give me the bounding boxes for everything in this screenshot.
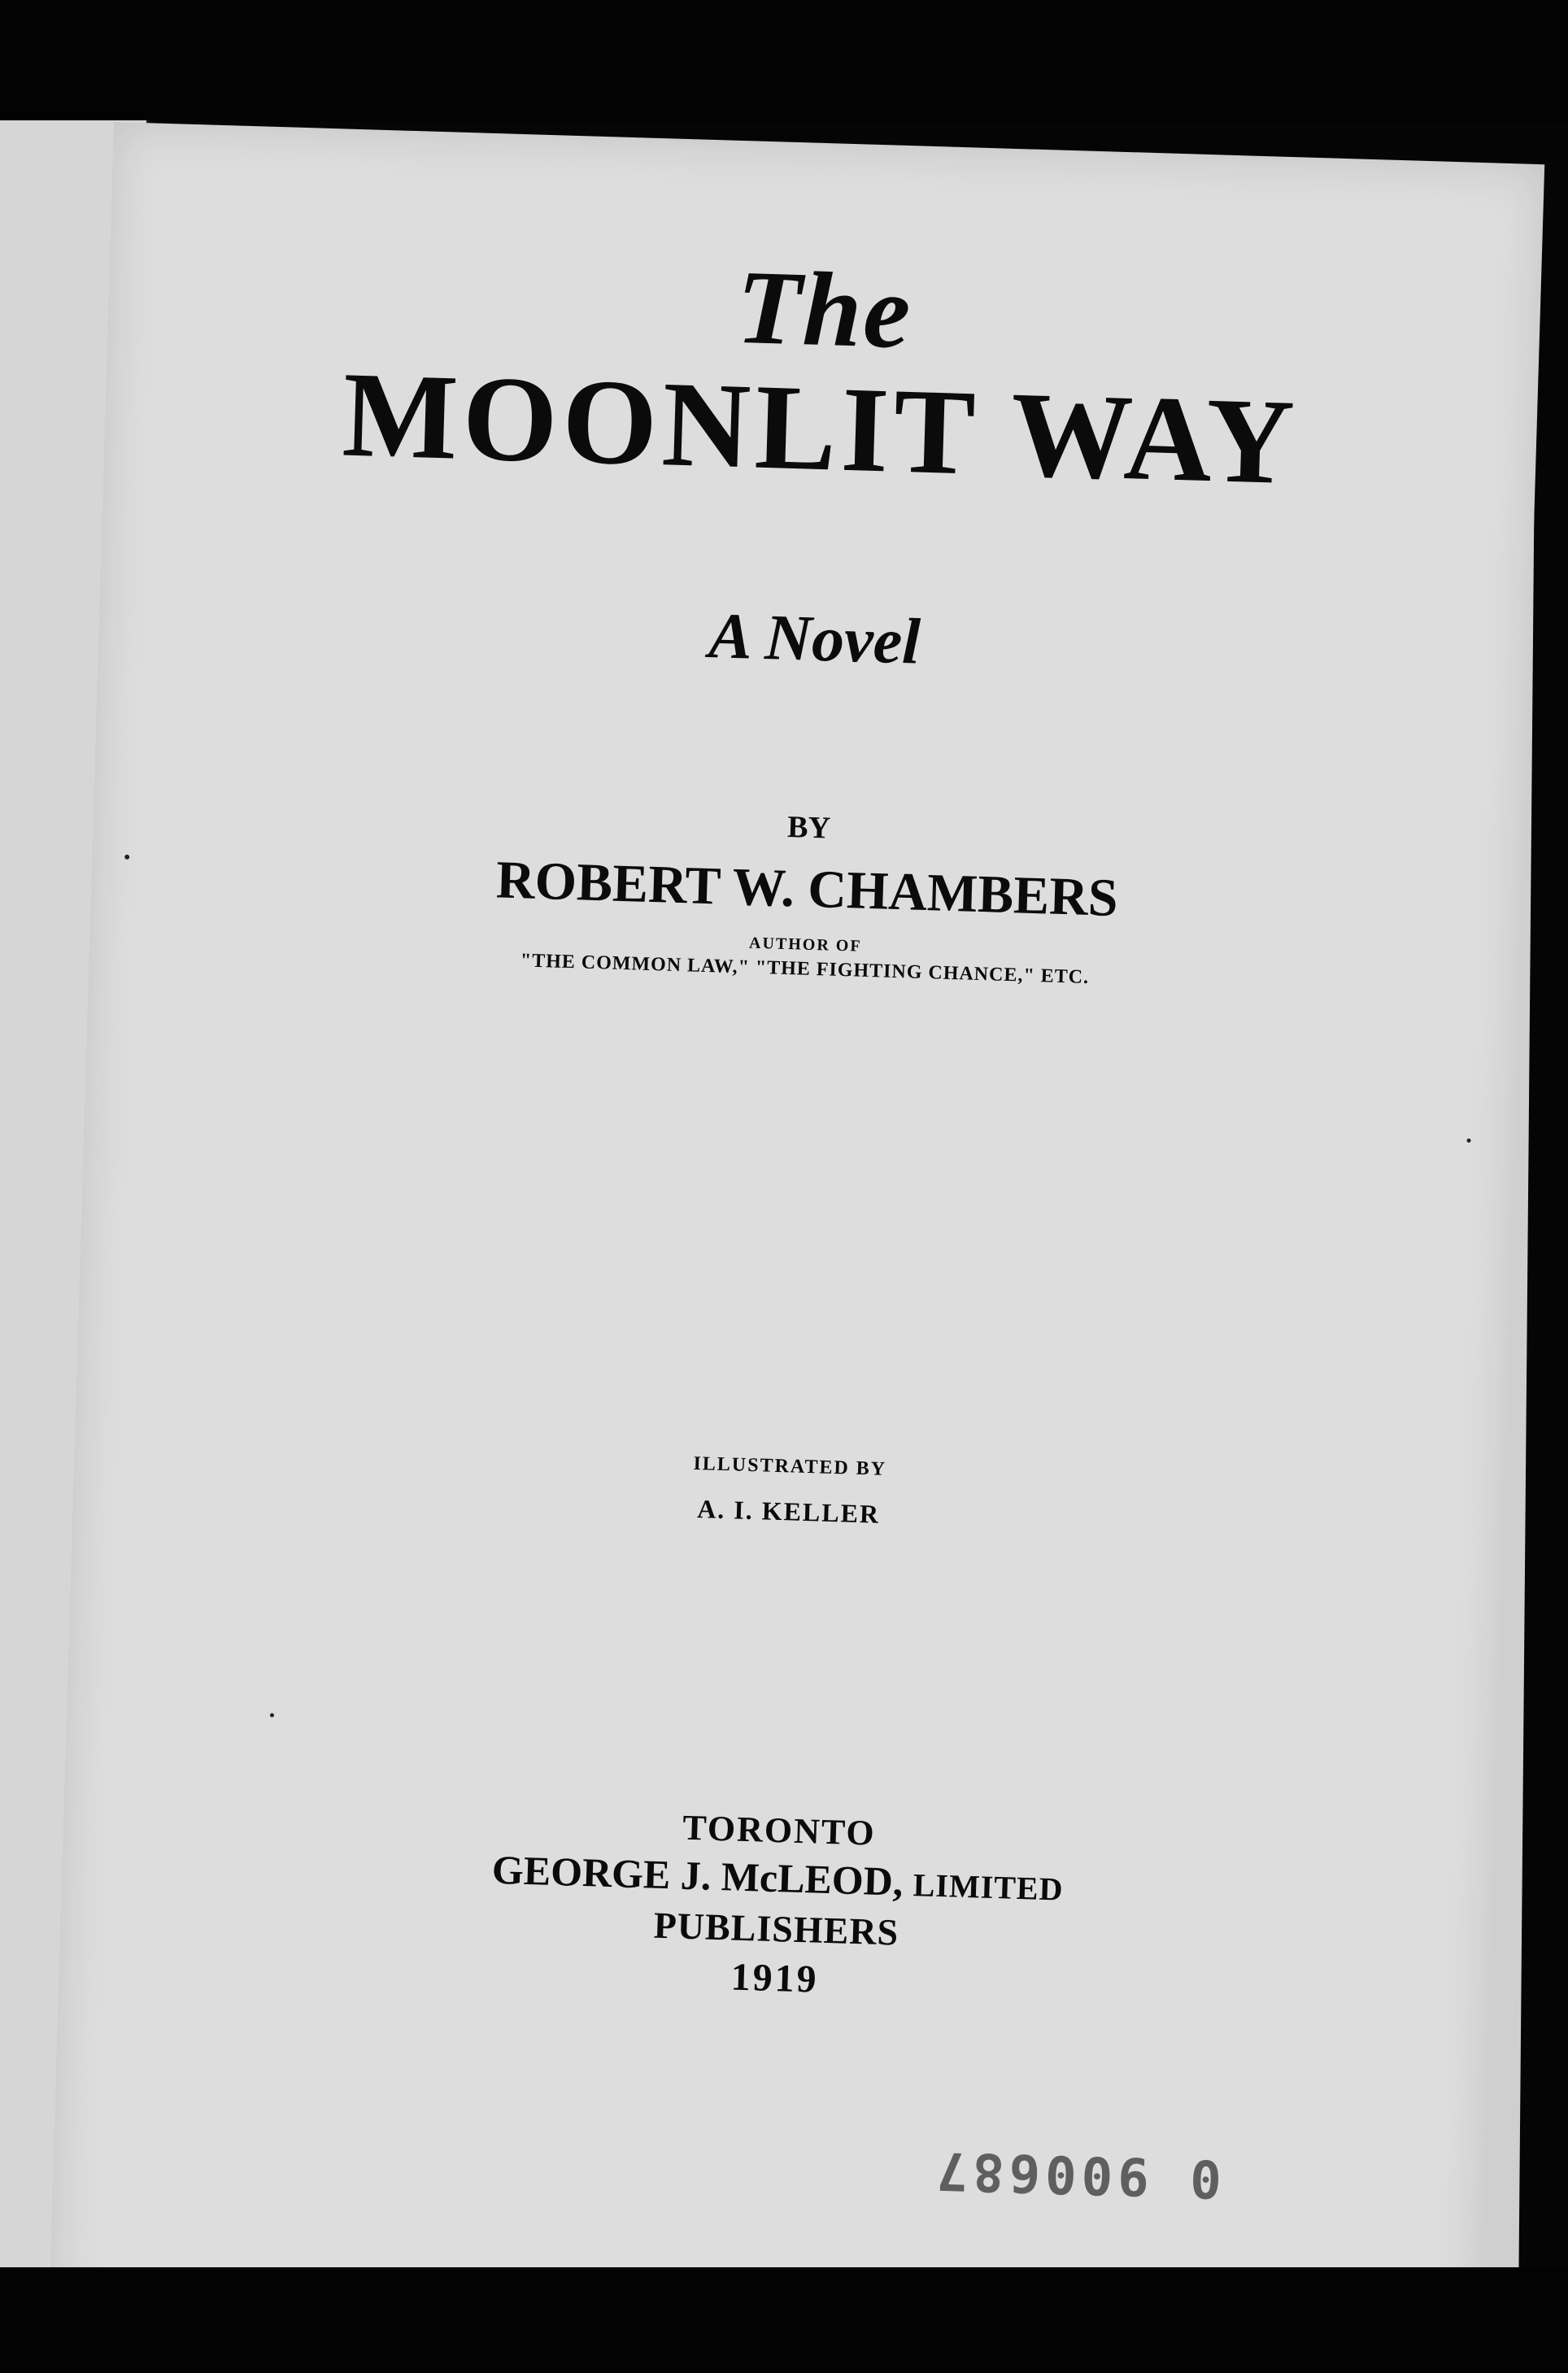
book-title: MOONLIT WAY bbox=[340, 346, 1301, 511]
other-works: "THE COMMON LAW," "THE FIGHTING CHANCE," ETC. bbox=[520, 950, 1090, 989]
publisher-name: GEORGE J. McLEOD, bbox=[491, 1846, 904, 1905]
illustrator-name: A. I. KELLER bbox=[696, 1494, 881, 1529]
publishers-label: PUBLISHERS bbox=[653, 1904, 899, 1953]
dust-speck bbox=[1467, 1139, 1471, 1143]
author-of-label: AUTHOR OF bbox=[748, 934, 862, 956]
scan-border-bottom bbox=[0, 2267, 1568, 2373]
dust-speck bbox=[270, 1713, 274, 1718]
title-page-content bbox=[49, 122, 1544, 2351]
illustrated-by-label: ILLUSTRATED BY bbox=[693, 1452, 887, 1480]
scan-border-top bbox=[0, 0, 1568, 122]
library-stamp: 0 900687 bbox=[930, 2139, 1222, 2209]
publication-year: 1919 bbox=[730, 1955, 820, 2001]
title-page bbox=[49, 122, 1544, 2351]
author-name: ROBERT W. CHAMBERS bbox=[495, 850, 1119, 929]
publisher-suffix: LIMITED bbox=[912, 1866, 1065, 1908]
publication-place: TORONTO bbox=[682, 1807, 877, 1853]
by-label: BY bbox=[786, 809, 831, 846]
title-article: The bbox=[734, 248, 914, 372]
book-subtitle: A Novel bbox=[708, 600, 921, 678]
